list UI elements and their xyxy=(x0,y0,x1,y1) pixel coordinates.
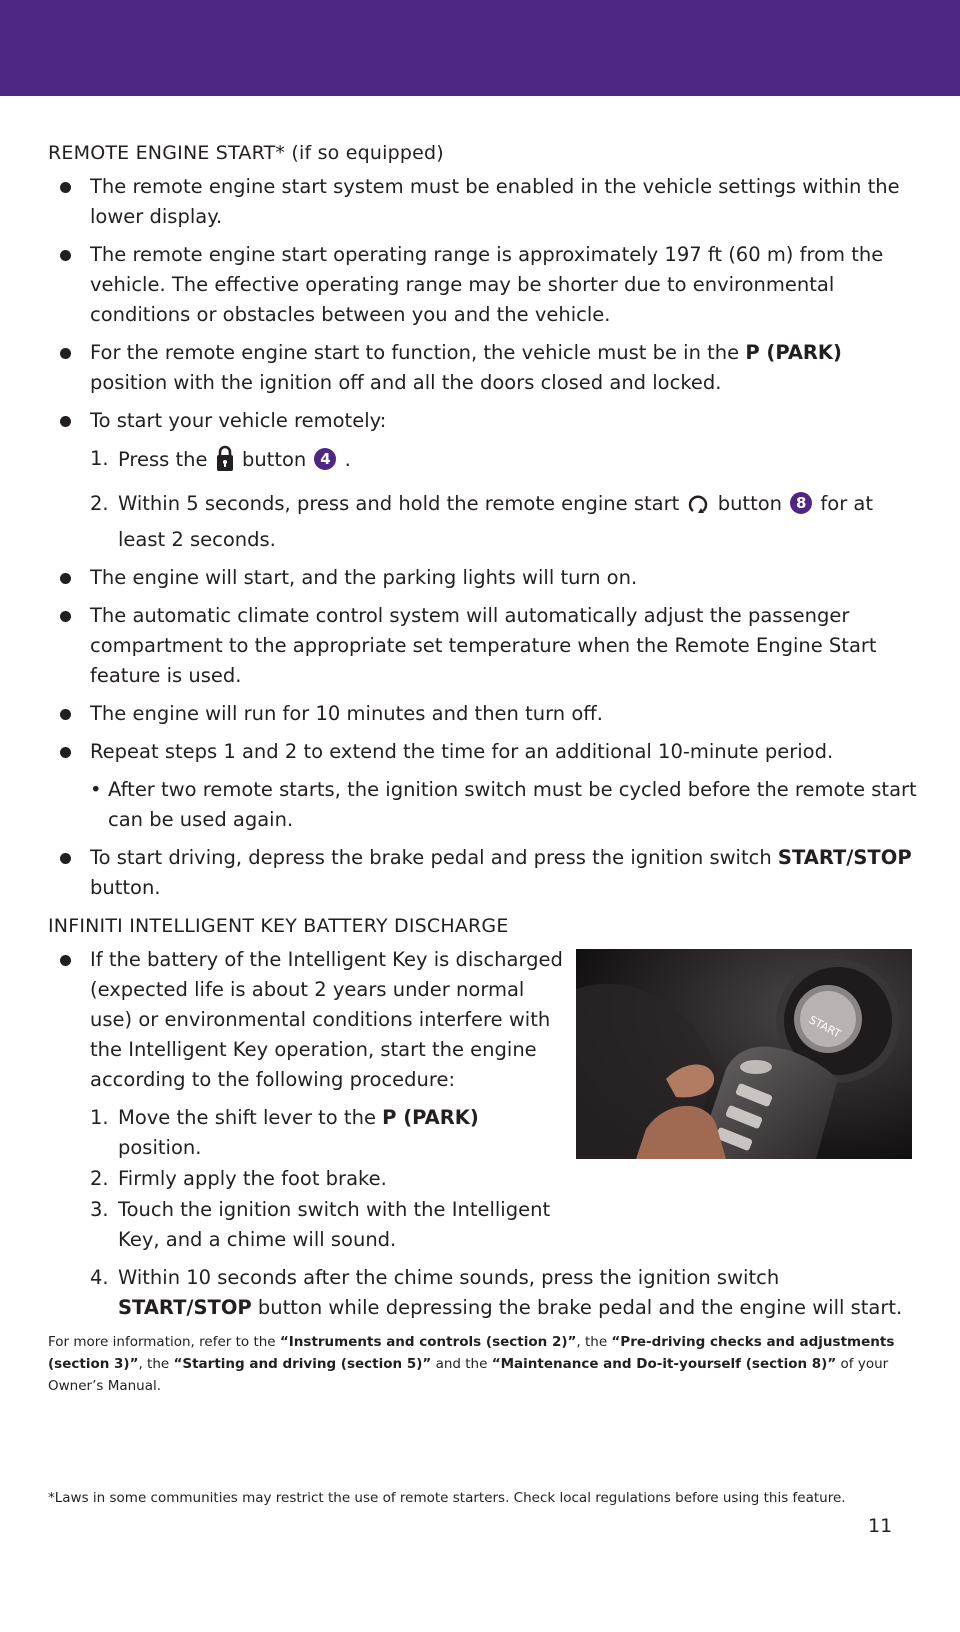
ref-section-5: “Starting and driving (section 5)” xyxy=(173,1356,432,1372)
text: and the xyxy=(431,1356,492,1372)
ref-section-3: “Pre-driving checks and adjustments (section 3)” xyxy=(48,1334,895,1372)
step-number: 1. xyxy=(90,447,109,470)
start-stop-label: START/STOP xyxy=(777,846,912,869)
text: Within 10 seconds after the chime sounds, press the ignition switch xyxy=(118,1266,780,1289)
step-foot-brake xyxy=(48,1164,568,1194)
text: button. xyxy=(90,876,161,899)
text: , the xyxy=(138,1356,174,1372)
header-band xyxy=(0,0,960,96)
step-press-lock xyxy=(48,444,918,481)
step-number: 3. xyxy=(90,1198,109,1221)
subnote-dot: • xyxy=(90,778,102,801)
ref-section-2: “Instruments and controls (section 2)” xyxy=(279,1334,577,1350)
page-number: 11 xyxy=(868,1515,893,1537)
page-content xyxy=(48,138,918,1397)
step-number: 4. xyxy=(90,1266,109,1289)
callout-4: 4 xyxy=(314,448,336,470)
park-label: P (PARK) xyxy=(745,341,842,364)
bullet-climate-control: The automatic climate control system will automatically adjust the passenger compartment to the appropriate set temperature when the Remote Engine Start feature is used. xyxy=(48,601,918,691)
text: , the xyxy=(576,1334,612,1350)
more-info-note xyxy=(48,1331,918,1397)
intelligent-key-photo xyxy=(576,949,912,1159)
ref-section-8: “Maintenance and Do-it-yourself (section 8)” xyxy=(491,1356,837,1372)
text: Firmly apply the foot brake. xyxy=(118,1167,387,1190)
step-shift-park xyxy=(48,1103,568,1163)
step-number: 1. xyxy=(90,1106,109,1129)
start-button-label: START xyxy=(806,1013,843,1041)
park-label: P (PARK) xyxy=(382,1106,479,1129)
bullet-start-remotely: To start your vehicle remotely: xyxy=(48,406,918,436)
step-number: 2. xyxy=(90,1167,109,1190)
legal-footnote: *Laws in some communities may restrict the use of remote starters. Check local regulations before using this feature. xyxy=(48,1490,846,1506)
text: To start driving, depress the brake pedal and press the ignition switch xyxy=(90,846,778,869)
lock-icon xyxy=(216,444,234,481)
text: button xyxy=(241,448,313,471)
section-heading-remote-start: REMOTE ENGINE START* (if so equipped) xyxy=(48,142,444,164)
text: After two remote starts, the ignition switch must be cycled before the remote start can be used again. xyxy=(108,778,917,831)
callout-8: 8 xyxy=(790,492,812,514)
bullet-enable-setting: The remote engine start system must be enabled in the vehicle settings within the lower display. xyxy=(48,172,918,232)
key-battery-text xyxy=(48,945,568,1255)
step-touch-switch xyxy=(48,1195,568,1255)
bullet-operating-range: The remote engine start operating range is approximately 197 ft (60 m) from the vehicle. The effective operating range may be shorter due to environmental conditions or obstacles between you and the vehicle. xyxy=(48,240,918,330)
text: button while depressing the brake pedal and the engine will start. xyxy=(251,1296,903,1319)
text: For more information, refer to the xyxy=(48,1334,280,1350)
text: position with the ignition off and all the doors closed and locked. xyxy=(90,371,722,394)
section-heading-key-battery: INFINITI INTELLIGENT KEY BATTERY DISCHARGE xyxy=(48,915,509,937)
text: For the remote engine start to function, the vehicle must be in the xyxy=(90,341,746,364)
text: Touch the ignition switch with the Intelligent Key, and a chime will sound. xyxy=(118,1198,551,1251)
text: of your Owner’s Manual. xyxy=(48,1356,889,1394)
subnote-cycle-ignition xyxy=(48,775,918,835)
text: Move the shift lever to the xyxy=(118,1106,383,1129)
bullet-start-driving xyxy=(48,843,918,903)
text: for at least 2 seconds. xyxy=(118,492,874,551)
bullet-engine-start: The engine will start, and the parking lights will turn on. xyxy=(48,563,918,593)
step-press-start-stop xyxy=(48,1263,918,1323)
text: Within 5 seconds, press and hold the remote engine start xyxy=(118,492,686,515)
bullet-run-time: The engine will run for 10 minutes and then turn off. xyxy=(48,699,918,729)
start-stop-label: START/STOP xyxy=(118,1296,252,1319)
text: Press the xyxy=(118,448,214,471)
bullet-battery-discharged: If the battery of the Intelligent Key is discharged (expected life is about 2 years under normal use) or environmental conditions interfere with the Intelligent Key operation, start the engine according to the following procedure: xyxy=(48,945,568,1095)
text: position. xyxy=(118,1136,202,1159)
remote-start-icon xyxy=(687,494,709,525)
step-hold-remote-start xyxy=(48,489,918,555)
text: . xyxy=(344,448,351,471)
key-battery-block xyxy=(48,945,918,1255)
step-number: 2. xyxy=(90,492,109,515)
bullet-park-requirement xyxy=(48,338,918,398)
bullet-repeat-steps: Repeat steps 1 and 2 to extend the time for an additional 10-minute period. xyxy=(48,737,918,767)
text: button xyxy=(717,492,789,515)
